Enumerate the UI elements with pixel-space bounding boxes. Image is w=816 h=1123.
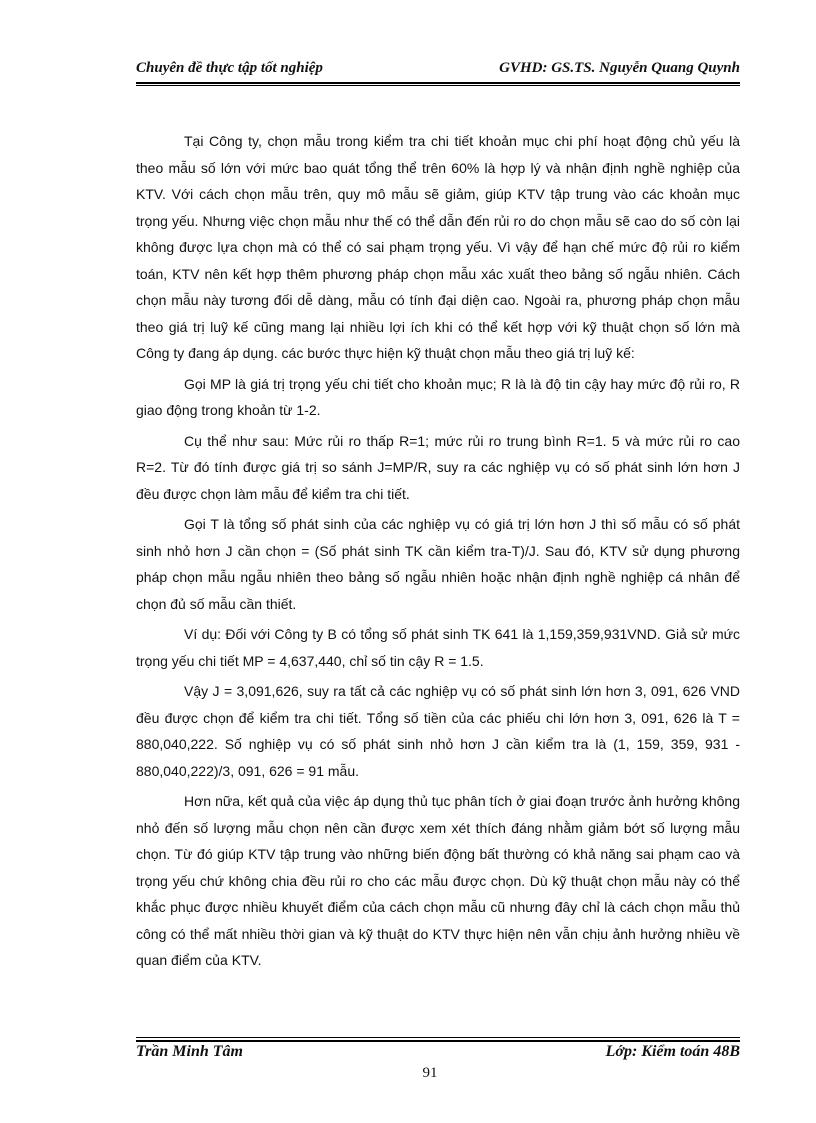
footer-author: Trần Minh Tâm xyxy=(136,1043,243,1060)
paragraph-1: Tại Công ty, chọn mẫu trong kiểm tra chi tiết khoản mục chi phí hoạt động chủ yếu là theo mẫu số lớn với mức bao quát tổng thể trên 60% là hợp lý và nhận định nghề nghiệp của KTV. Với cách chọn mẫu trên, quy mô mẫu sẽ giảm, giúp KTV tập trung vào các khoản mục trọng yếu. Nhưng việc chọn mẫu như thế có thể dẫn đến rủi ro do chọn mẫu sẽ cao do số còn lại không được lựa chọn mà có thể có sai phạm trọng yếu. Vì vậy để hạn chế mức độ rủi ro kiểm toán, KTV nên kết hợp thêm phương pháp chọn mẫu xác xuất theo bảng số ngẫu nhiên. Cách chọn mẫu này tương đối dễ dàng, mẫu có tính đại diện cao. Ngoài ra, phương pháp chọn mẫu theo giá trị luỹ kế cũng mang lại nhiều lợi ích khi có thể kết hợp với kỹ thuật chọn số lớn mà Công ty đang áp dụng. các bước thực hiện kỹ thuật chọn mẫu theo giá trị luỹ kế: xyxy=(136,133,740,361)
paragraph-7: Hơn nữa, kết quả của việc áp dụng thủ tục phân tích ở giai đoạn trước ảnh hưởng không nhỏ đến số lượng mẫu chọn nên cần được xem xét thích đáng nhằm giảm bớt số lượng mẫu chọn. Từ đó giúp KTV tập trung vào những biến động bất thường có khả năng sai phạm cao và trọng yếu chứ không chia đều rủi ro cho các mẫu được chọn. Dù kỹ thuật chọn mẫu này có thể khắc phục được nhiều khuyết điểm của cách chọn mẫu cũ nhưng đây chỉ là cách chọn mẫu thủ công có thể mất nhiều thời gian và kỹ thuật do KTV thực hiện nên vẫn chịu ảnh hưởng nhiều về quan điểm của KTV. xyxy=(136,793,740,968)
page-footer xyxy=(136,1043,740,1067)
paragraph-4: Gọi T là tổng số phát sinh của các nghiệp vụ có giá trị lớn hơn J thì số mẫu có số phát sinh nhỏ hơn J cần chọn = (Số phát sinh TK cần kiểm tra-T)/J. Sau đó, KTV sử dụng phương pháp chọn mẫu ngẫu nhiên theo bảng số ngẫu nhiên hoặc nhận định nghề nghiệp cá nhân để chọn đủ số mẫu cần thiết. xyxy=(136,516,740,612)
paragraph-5: Ví dụ: Đối với Công ty B có tổng số phát sinh TK 641 là 1,159,359,931VND. Giả sử mức trọng yếu chi tiết MP = 4,637,440, chỉ số tin cậy R = 1.5. xyxy=(136,626,740,669)
paragraph-2: Gọi MP là giá trị trọng yếu chi tiết cho khoản mục; R là là độ tin cậy hay mức độ rủi ro, R giao động trong khoản từ 1-2. xyxy=(136,375,740,418)
page-header xyxy=(136,56,740,82)
footer-class: Lớp: Kiểm toán 48B xyxy=(605,1043,740,1060)
paragraph-3: Cụ thể như sau: Mức rủi ro thấp R=1; mức rủi ro trung bình R=1. 5 và mức rủi ro cao R=2. Từ đó tính được giá trị so sánh J=MP/R, suy ra các nghiệp vụ có số phát sinh lớn hơn J đều được chọn làm mẫu để kiểm tra chi tiết. xyxy=(136,432,740,502)
footer-divider xyxy=(136,1037,740,1042)
paragraph-6: Vậy J = 3,091,626, suy ra tất cả các nghiệp vụ có số phát sinh lớn hơn 3, 091, 626 VND đều được chọn để kiểm tra chi tiết. Tổng số tiền của các phiếu chi lớn hơn 3, 091, 626 là T = 880,040,222. Số nghiệp vụ có số phát sinh nhỏ hơn J cần kiểm tra là (1, 159, 359, 931 - 880,040,222)/3, 091, 626 = 91 mẫu. xyxy=(136,683,740,779)
header-divider xyxy=(136,82,740,86)
page-number: 91 xyxy=(422,1065,438,1081)
body-text xyxy=(136,128,740,978)
header-advisor: GVHD: GS.TS. Nguyễn Quang Quynh xyxy=(499,60,740,76)
header-title: Chuyên đề thực tập tốt nghiệp xyxy=(136,60,323,76)
